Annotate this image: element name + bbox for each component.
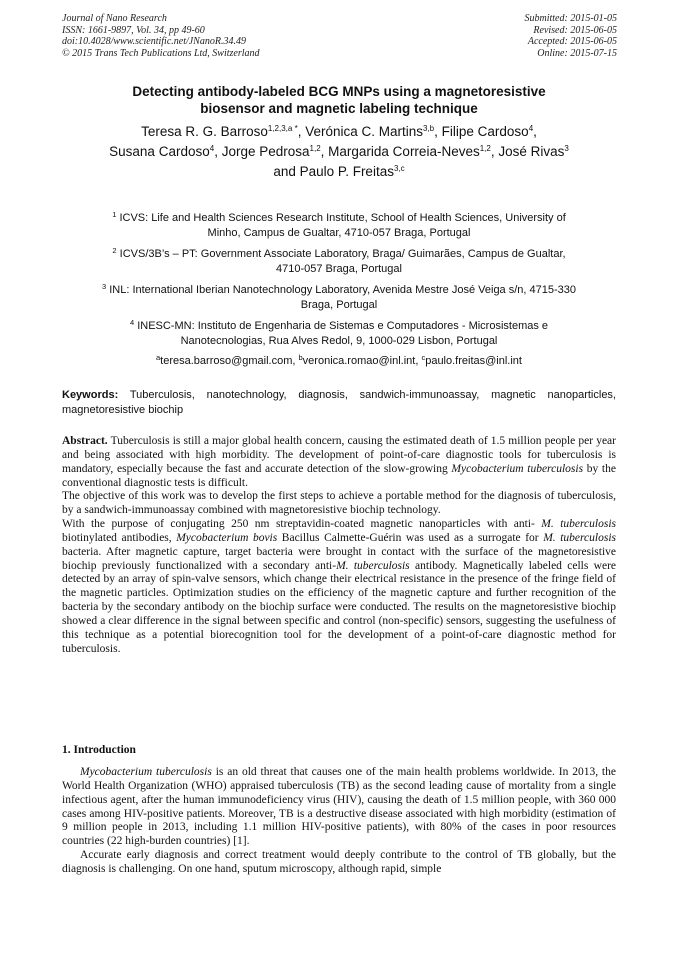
author-name: José Rivas [498,144,565,159]
author-affil: 1,2,3,a * [267,124,298,133]
keywords-text: Tuberculosis, nanotechnology, diagnosis, sandwich-immunoassay, magnetic nanoparticles, magnetoresistive biochip [62,389,616,416]
author-line-1: Teresa R. G. Barroso$^{1,2,3,a *}$, Verónica C. Martins$^{3,b}$, Filipe Cardoso$^4$, [141,124,537,139]
journal-header-left [62,13,260,59]
introduction-body [62,766,616,877]
email-link[interactable]: paulo.freitas@inl.int [425,355,522,367]
paper-title [62,84,616,117]
title-line-1: Detecting antibody-labeled BCG MNPs using a magnetoresistive [132,84,546,99]
keywords [62,388,616,417]
intro-paragraph-2: Accurate early diagnosis and correct treatment would deeply contribute to the control of TB globally, but the diagnosis is challenging. On one hand, sputum microscopy, although rapid, simple [62,849,616,875]
copyright: © 2015 Trans Tech Publications Ltd, Switzerland [62,47,260,59]
journal-name: Journal of Nano Research [62,13,167,24]
abstract [62,435,616,657]
author-name: Susana Cardoso [109,144,210,159]
author-name: Margarida Correia-Neves [328,144,480,159]
abstract-paragraph-3: With the purpose of conjugating 250 nm streptavidin-coated magnetic nanoparticles with anti- M. tuberculosis biotinylated antibodies, Mycobacterium bovis Bacillus Calmette-Guérin was used as a surrogate for M. tuberculosis bacteria. After magnetic capture, target bacteria were brought in contact with the surface of the magnetoresistive biochip previously functionalized with a secondary anti-M. tuberculosis antibody. Magnetically labeled cells were detected by an array of spin-valve sensors, which change their electrical resistance in the presence of the fringe field of the magnetic particles. Optimization studies on the efficiency of the magnetic capture and further recognition of the bacteria by the secondary antibody on the biochip surface were conducted. The results on the magnetoresistive biochip showed a clear difference in the signal between specific and control (non-specific) sensors, suggesting the usefulness of this technique as a potential biorecognition tool for the development of a point-of-care diagnostic method for tuberculosis. [62,518,617,655]
author-affil: 1,2 [479,144,491,153]
accepted-date: Accepted: 2015-06-05 [527,36,617,47]
affiliation-4: $^4$ INESC-MN: Instituto de Engenharia de Sistemas e Computadores - Microsistemas e Nanotecnologias, Rua Alves Redol, 9, 1000-029 Lisbon, Portugal [129,318,549,347]
abstract-paragraph-1: Abstract. Tuberculosis is still a major global health concern, causing the estimated death of 1.5 million people per year and being associated with high morbidity. The development of point-of-care diagnostic tools for tuberculosis is mandatory, especially because the fast and accurate detection of the slow-growing Mycobacterium tuberculosis by the conventional diagnostic tests is difficult. [62,435,616,489]
author-name: and Paulo P. Freitas [273,164,394,179]
issn-volume: ISSN: 1661-9897, Vol. 34, pp 49-60 [62,24,205,36]
email-link[interactable]: teresa.barroso@gmail.com, [160,355,299,367]
section-heading-introduction: 1. Introduction [62,744,136,756]
author-name: Jorge Pedrosa [221,144,310,159]
email-link[interactable]: veronica.romao@inl.int, [302,355,422,367]
author-name: Verónica C. Martins [305,124,423,139]
author-line-3 [62,162,616,182]
title-line-2: biosensor and magnetic labeling technique [200,100,478,116]
affiliation-3: $^3$ INL: International Iberian Nanotechnology Laboratory, Avenida Mestre José Veiga s/n, 4715-330 Braga, Portugal [101,282,577,311]
author-affil: 3,b [423,124,435,133]
author-affil: 4 [209,144,215,153]
author-affil: 4 [528,124,534,133]
author-affil: 1,2 [309,144,321,153]
author-list [62,122,616,182]
author-name: Filipe Cardoso [441,124,529,139]
author-affil: 3,c [393,164,405,173]
intro-paragraph-1: Mycobacterium tuberculosis is an old threat that causes one of the main health problems worldwide. In 2013, the World Health Organization (WHO) appraised tuberculosis (TB) as the second leading cause of mortality from a single infectious agent, after the human immunodeficiency virus (HIV), causing the death of 1.5 million people, with 360 000 cases among HIV-positive patients. Moreover, TB is a destructive disease associated with high morbidity (estimation of 9 million people in 2013, including 1.1 million HIV-positive patients), with 80% of the cases in poor resources countries (22 high-burden countries) [1]. [62,766,616,848]
doi: doi:10.4028/www.scientific.net/JNanoR.34.49 [62,36,246,47]
affiliation-2: $^2$ ICVS/3B’s – PT: Government Associate Laboratory, Braga/ Guimarães, Campus de Gualtar, 4710-057 Braga, Portugal [112,246,566,275]
keywords-label: Keywords: [62,389,119,401]
online-date: Online: 2015-07-15 [537,47,617,59]
author-name: Teresa R. G. Barroso [141,124,268,139]
affiliation-1: $^1$ ICVS: Life and Health Sciences Research Institute, School of Health Sciences, University of Minho, Campus de Gualtar, 4710-057 Braga, Portugal [112,210,566,239]
journal-header-right [525,13,618,59]
submitted-date: Submitted: 2015-01-05 [524,13,617,24]
abstract-label: Abstract. [62,435,108,447]
author-line-2: Susana Cardoso$^4$, Jorge Pedrosa$^{1,2}$, Margarida Correia-Neves$^{1,2}$, José Rivas$^3$ [109,144,569,159]
author-affil: 3 [564,144,569,153]
revised-date: Revised: 2015-06-05 [533,24,617,36]
abstract-paragraph-2: The objective of this work was to develop the first steps to achieve a portable method for the diagnosis of tuberculosis, by a sandwich-immunoassay combined with magnetoresistive biochip technology. [62,490,616,517]
author-emails: $^a$teresa.barroso@gmail.com, $^b$veronica.romao@inl.int, $^c$paulo.freitas@inl.int [156,353,522,367]
